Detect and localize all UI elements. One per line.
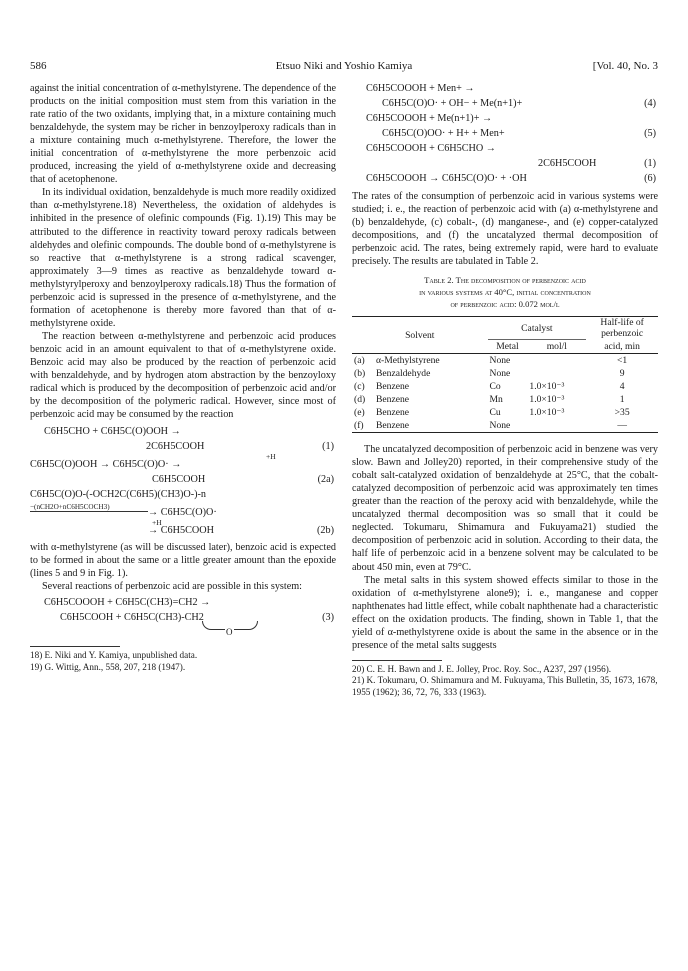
table-row: [352, 367, 658, 380]
equation-2b-cont: −(nCH2O+nC6H5COCH3) → C6H5C(O)O·: [30, 503, 217, 519]
equation-number: (2b): [317, 525, 334, 537]
paragraph: with α-methylstyrene (as will be discussed later), benzoic acid is expected to be formed in about the same or a little greater amount than the epoxide (lines 5 and 9 in Fig. 1).: [30, 542, 336, 580]
equation-5: C6H5COOOH + Me(n+1)+ →: [366, 113, 493, 124]
equation-number: (1): [644, 158, 656, 169]
cell-metal: None: [489, 354, 511, 366]
solvent-name: Benzene: [376, 393, 410, 405]
row-id: (b): [354, 367, 366, 379]
table-row: [352, 353, 658, 367]
equation-1: C6H5CHO + C6H5C(O)OOH →: [44, 426, 181, 438]
left-column: [30, 82, 336, 673]
solvent-name: Benzene: [376, 420, 410, 432]
journal-volume: [Vol. 40, No. 3: [592, 60, 658, 72]
running-authors: Etsuo Niki and Yoshio Kamiya: [275, 60, 413, 72]
equation-1-cont: 2C6H5COOH (1): [146, 441, 334, 453]
equation-1-repeat: C6H5COOOH + C6H5CHO →: [366, 143, 496, 154]
equation-5-cont: C6H5C(O)OO· + H+ + Men+ (5): [382, 128, 656, 139]
cell-metal: None: [489, 367, 511, 379]
footnote-rule: [30, 646, 120, 647]
cell-solvent: [352, 367, 488, 380]
cell-half-life: —: [617, 420, 627, 432]
equation-number: (4): [644, 98, 656, 109]
col-header-solvent: Solvent: [405, 329, 435, 341]
col-header-mol: mol/l: [546, 340, 567, 352]
paragraph: Several reactions of perbenzoic acid are possible in this system:: [42, 581, 302, 593]
paragraph: against the initial concentration of α-methylstyrene. The dependence of the products on the initial composition must stem from this variation in the rate ratio of the two oxidants, implying that, in a mixture containing much benzaldehyde, the system may be richer in benzoylperoxy radicals than in a mixture containing much α-methylstyrene. Therefore, the lower the initial concentration of α-methylstyrene the more perbenzoic acid produced, increasing the yield of α-methylstyrene oxide and decreasing that of acetophenone.: [30, 83, 336, 186]
cell-mol: [527, 419, 586, 433]
equation-4: C6H5COOOH + Men+ →: [366, 83, 475, 94]
solvent-name: Benzene: [376, 380, 410, 392]
col-header-metal: Metal: [496, 340, 519, 352]
cell-half-life: <1: [617, 354, 628, 366]
equation-number: (3): [322, 612, 334, 624]
cell-metal: Co: [489, 380, 501, 392]
cell-mol: [527, 367, 586, 380]
col-header-half-life: Half-life of perbenzoic: [600, 317, 644, 340]
solvent-name: α-Methylstyrene: [376, 354, 440, 366]
col-header-half-unit: acid, min: [604, 340, 640, 352]
cell-mol: [527, 353, 586, 367]
footnote-21: 21) K. Tokumaru, O. Shimamura and M. Fukuyama, This Bulletin, 35, 1673, 1678, 1955 (1962); 36, 72, 76, 333 (1963).: [352, 675, 658, 697]
equation-1-repeat-cont: 2C6H5COOH (1): [538, 158, 656, 169]
epoxide-bridge: O: [30, 626, 336, 638]
cell-solvent: [352, 419, 488, 433]
cell-metal: Cu: [489, 407, 501, 419]
equation-number: (5): [644, 128, 656, 139]
cell-mol: 1.0×10⁻³: [529, 380, 565, 392]
paragraph: The uncatalyzed decomposition of perbenzoic acid in benzene was very slow. Bawn and Jolley20) reported, in their comprehensive study of the cobalt salt-catalyzed oxidation of benzaldehyde at 25°C, that the cobalt-catalyzed decomposition of perbenzoic acid was approximately ten times greater than the reaction of the peroxy acid with benzaldehyde, while the uncatalyzed thermal decomposition was so small that it could be neglected. Tokumaru, Shimamura and Fukuyama21) studied the decomposition of perbenzoic acid in solution. According to their data, the half life of perbenzoic acid in a benzene solvent may be calculated to be about 450 min, even at 79°C.: [352, 444, 658, 573]
cell-mol: 1.0×10⁻³: [529, 407, 565, 419]
table-caption: Table 2. The decomposition of perbenzoic acid in various systems at 40°C, initial concentration of perbenzoic acid: 0.072 mol/l: [419, 275, 591, 310]
solvent-name: Benzaldehyde: [376, 367, 431, 379]
cell-solvent: [352, 393, 488, 406]
page-header: [30, 60, 658, 76]
footnote-20: 20) C. E. H. Bawn and J. E. Jolley, Proc. Roy. Soc., A237, 297 (1956).: [352, 663, 612, 674]
row-id: (a): [354, 354, 365, 366]
footnote-18: 18) E. Niki and Y. Kamiya, unpublished data.: [30, 650, 198, 661]
equation-6: C6H5COOOH → C6H5C(O)O· + ·OH (6): [366, 173, 656, 184]
col-header-catalyst: Catalyst: [488, 317, 587, 340]
row-id: (e): [354, 407, 365, 419]
cell-metal: Mn: [489, 393, 503, 405]
row-id: (c): [354, 380, 365, 392]
paragraph: The reaction between α-methylstyrene and perbenzoic acid produces benzoic acid in an amount equivalent to that of α-methylstyrene oxide. Benzoic acid may also be produced by the reaction of perbenzoic acid with benzaldehyde, and by hydrogen atom abstraction by the benzoyloxy radical which is produced by the decomposition of perbenzoic acid and/or by the decomposition of the polymeric radical. However, since most of perbenzoic acid may be consumed by the reaction: [30, 330, 336, 421]
equation-3-cont: C6H5COOH + C6H5C(CH3)-CH2 (3): [60, 612, 334, 624]
equation-2a-cont: C6H5COOH (2a): [152, 474, 334, 486]
paragraph: The metal salts in this system showed effects similar to those in the oxidation of α-methylstyrene alone9); i. e., manganese and copper naphthenates had little effect, while cobalt naphthenate had a characteristic effect on the oxidation products. The finding, shown in Table 1, that the yield of α-methylstyrene oxide is about the same in the absence or in the presence of the metal salts suggests: [352, 574, 658, 651]
solvent-name: Benzene: [376, 407, 410, 419]
equation-number: (6): [644, 173, 656, 184]
cell-metal: None: [489, 420, 511, 432]
table-row: [352, 380, 658, 393]
footnote-rule: [352, 660, 442, 661]
equation-number: (2a): [317, 474, 334, 486]
table-row: [352, 419, 658, 433]
cell-half-life: 9: [619, 367, 625, 379]
page-number: 586: [30, 60, 47, 72]
cell-solvent: [352, 406, 488, 419]
equation-3: C6H5COOOH + C6H5C(CH3)=CH2 →: [44, 597, 211, 609]
row-id: (d): [354, 393, 366, 405]
cell-solvent: [352, 380, 488, 393]
table-row: [352, 406, 658, 419]
equation-4-cont: C6H5C(O)O· + OH− + Me(n+1)+ (4): [382, 98, 656, 109]
table-2: [352, 316, 658, 433]
paragraph: The rates of the consumption of perbenzoic acid in various systems were studied; i. e., the reaction of perbenzoic acid with (a) α-methylstyrene and (b) benzaldehyde, (c) cobalt-, (d) manganese-, and (e) copper-catalyzed decompositions, and (f) the uncatalyzed thermal decomposition of perbenzoic acid. The rates, being extremely rapid, were hard to evaluate precisely. The results are tabulated in Table 2.: [352, 191, 658, 268]
paragraph: In its individual oxidation, benzaldehyde is much more readily oxidized than α-methylstyrene.18) Nevertheless, the oxidation of aldehydes is inhibited in the presence of olefinic compounds (Fig. 1).19) This may be attributed to the difference in reactivity toward peroxy radicals between aldehydes and olefinic compounds. The double bond of α-methylstyrene is so reactive that α-methylstyrene is a strong radical scavenger, approximately 3—9 times as reactive as benzaldehyde toward α-methylstyrylperoxy and benzoylperoxy radicals.18) Thus the formation of perbenzoic acid is supressed in the presence of α-methylstyrene, and the formation of acetophenone is thereby more favored than that of α-methylstyrene oxide.: [30, 187, 336, 329]
cell-mol: 1.0×10⁻³: [529, 393, 565, 405]
cell-half-life: >35: [614, 407, 630, 419]
equation-2b: C6H5C(O)O-(-OCH2C(C6H5)(CH3)O-)-n: [30, 489, 206, 501]
row-id: (f): [354, 420, 364, 432]
cell-half-life: 1: [619, 393, 625, 405]
cell-half-life: 4: [619, 380, 625, 392]
equation-number: (1): [322, 441, 334, 453]
equation-2b-end: +H → C6H5COOH (2b): [148, 518, 334, 537]
cell-solvent: [352, 353, 488, 367]
equation-2a: +H C6H5C(O)OOH → C6H5C(O)O· →: [30, 452, 276, 471]
footnote-19: 19) G. Wittig, Ann., 558, 207, 218 (1947).: [30, 661, 186, 672]
right-column: [352, 82, 658, 698]
table-row: [352, 393, 658, 406]
